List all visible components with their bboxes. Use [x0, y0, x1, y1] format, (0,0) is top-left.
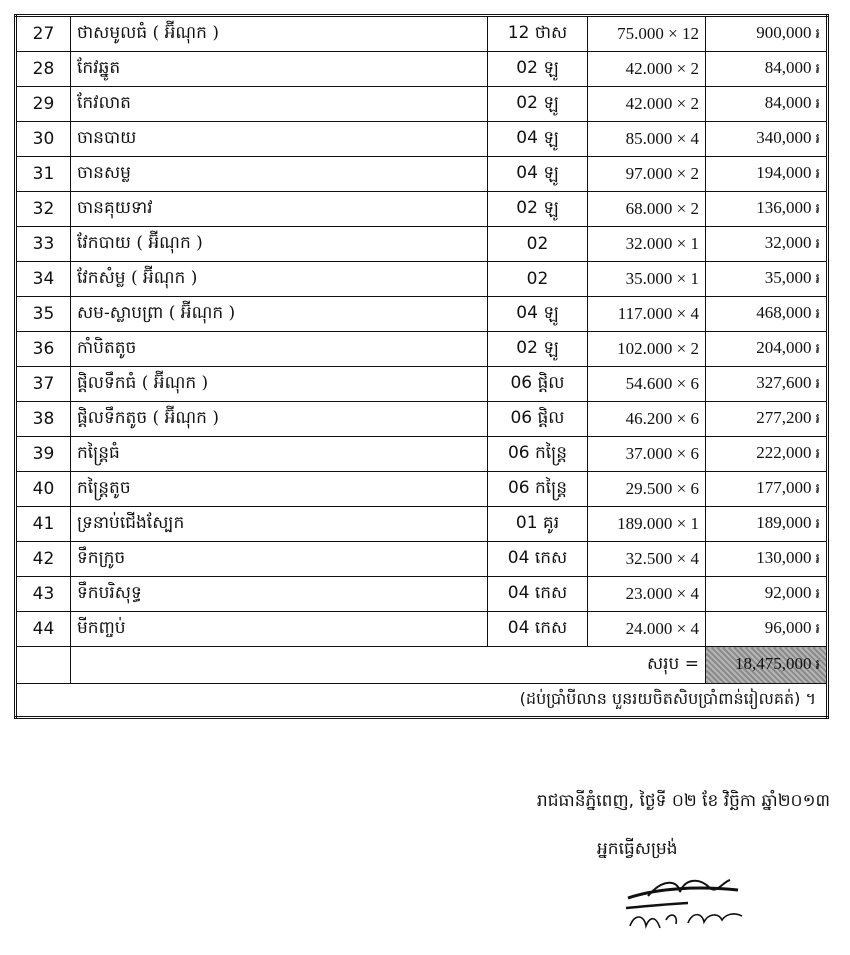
item-calculation: 68.000 × 2: [588, 192, 706, 227]
item-description: ចានបាយ: [71, 122, 488, 157]
item-amount-cell: [706, 87, 828, 122]
item-description: ទឹកបរិសុទ្ធ: [71, 577, 488, 612]
items-table: [14, 14, 829, 719]
table-row: [16, 157, 828, 192]
item-quantity: 02: [488, 227, 588, 262]
row-number: 32: [16, 192, 71, 227]
currency-symbol: ៛: [815, 412, 820, 427]
item-amount-cell: [706, 507, 828, 542]
total-label: សរុប =: [71, 647, 706, 684]
item-description: វែកបាយ ( អ៊ីណុក ): [71, 227, 488, 262]
table-row: [16, 332, 828, 367]
item-amount-cell: [706, 122, 828, 157]
table-row: [16, 297, 828, 332]
currency-symbol: ៛: [815, 202, 820, 217]
row-number: 43: [16, 577, 71, 612]
row-number: 36: [16, 332, 71, 367]
item-description: កាំបិតតូច: [71, 332, 488, 367]
item-description: កែវលាត: [71, 87, 488, 122]
item-description: ចានគុយទាវ: [71, 192, 488, 227]
item-amount-cell: [706, 16, 828, 52]
item-amount-cell: [706, 612, 828, 647]
item-description: កន្ត្រៃតូច: [71, 472, 488, 507]
place-and-date: រាជធានីភ្នំពេញ, ថ្ងៃទី ០២ ខែ វិច្ឆិកា ឆ្នាំ២០១៣: [536, 791, 830, 811]
item-amount-cell: [706, 437, 828, 472]
table-row: [16, 87, 828, 122]
item-calculation: 189.000 × 1: [588, 507, 706, 542]
item-calculation: 42.000 × 2: [588, 52, 706, 87]
total-row: [16, 647, 828, 684]
currency-symbol: ៛: [815, 272, 820, 287]
table-row: [16, 437, 828, 472]
item-amount: 96,000: [764, 618, 812, 637]
row-number: 33: [16, 227, 71, 262]
item-quantity: 02 ឡូ: [488, 87, 588, 122]
item-calculation: 37.000 × 6: [588, 437, 706, 472]
currency-symbol: ៛: [815, 587, 820, 602]
item-calculation: 23.000 × 4: [588, 577, 706, 612]
currency-symbol: ៛: [815, 62, 820, 77]
item-quantity: 06 កន្ត្រៃ: [488, 437, 588, 472]
item-quantity: 04 កេស: [488, 612, 588, 647]
preparer-label: អ្នកធ្វើសម្រង់: [597, 839, 678, 859]
item-calculation: 117.000 × 4: [588, 297, 706, 332]
item-calculation: 32.500 × 4: [588, 542, 706, 577]
currency-symbol: ៛: [815, 132, 820, 147]
total-value: [706, 647, 828, 684]
currency-symbol: ៛: [815, 377, 820, 392]
table-row: [16, 612, 828, 647]
currency-symbol: ៛: [815, 27, 820, 42]
currency-symbol: ៛: [815, 517, 820, 532]
item-amount-cell: [706, 262, 828, 297]
item-calculation: 24.000 × 4: [588, 612, 706, 647]
item-amount-cell: [706, 192, 828, 227]
total-amount: 18,475,000: [735, 654, 812, 673]
currency-symbol: ៛: [815, 167, 820, 182]
item-description: ថាសមូលធំ ( អ៊ីណុក ): [71, 16, 488, 52]
handwritten-signature: [618, 868, 768, 938]
item-amount-cell: [706, 472, 828, 507]
table-row: [16, 577, 828, 612]
table-row: [16, 402, 828, 437]
item-description: ផ្តិលទឹកធំ ( អ៊ីណុក ): [71, 367, 488, 402]
row-number: 30: [16, 122, 71, 157]
item-calculation: 32.000 × 1: [588, 227, 706, 262]
item-calculation: 35.000 × 1: [588, 262, 706, 297]
item-amount: 277,200: [756, 408, 812, 427]
item-quantity: 02: [488, 262, 588, 297]
row-number: 39: [16, 437, 71, 472]
table-row: [16, 192, 828, 227]
item-quantity: 06 កន្ត្រៃ: [488, 472, 588, 507]
item-amount: 136,000: [756, 198, 812, 217]
item-amount: 84,000: [764, 93, 812, 112]
table-row: [16, 227, 828, 262]
item-quantity: 04 ឡូ: [488, 122, 588, 157]
item-amount-cell: [706, 577, 828, 612]
item-quantity: 02 ឡូ: [488, 332, 588, 367]
currency-symbol: ៛: [815, 342, 820, 357]
item-amount: 35,000: [764, 268, 812, 287]
item-description: សម-ស្លាបព្រា ( អ៊ីណុក ): [71, 297, 488, 332]
row-number: 34: [16, 262, 71, 297]
row-number: 28: [16, 52, 71, 87]
item-quantity: 04 កេស: [488, 577, 588, 612]
item-amount: 32,000: [764, 233, 812, 252]
currency-symbol: ៛: [815, 307, 820, 322]
item-amount: 177,000: [756, 478, 812, 497]
item-calculation: 85.000 × 4: [588, 122, 706, 157]
item-calculation: 46.200 × 6: [588, 402, 706, 437]
total-row-blank: [16, 647, 71, 684]
item-quantity: 04 ឡូ: [488, 297, 588, 332]
currency-symbol: ៛: [815, 552, 820, 567]
item-description: មីកញ្ចប់: [71, 612, 488, 647]
item-amount: 340,000: [756, 128, 812, 147]
item-amount: 222,000: [756, 443, 812, 462]
items-table-body: [16, 16, 828, 647]
row-number: 42: [16, 542, 71, 577]
table-row: [16, 367, 828, 402]
item-amount: 468,000: [756, 303, 812, 322]
item-quantity: 02 ឡូ: [488, 52, 588, 87]
item-amount-cell: [706, 332, 828, 367]
item-calculation: 102.000 × 2: [588, 332, 706, 367]
item-amount-cell: [706, 367, 828, 402]
item-description: ទឹកក្រូច: [71, 542, 488, 577]
amount-in-words: (ដប់ប្រាំបីលាន បួនរយចិតសិបប្រាំពាន់រៀលគត់) ។: [16, 684, 828, 718]
item-amount: 92,000: [764, 583, 812, 602]
item-description: ចានសម្ល: [71, 157, 488, 192]
item-amount: 194,000: [756, 163, 812, 182]
currency-symbol: ៛: [815, 237, 820, 252]
currency-symbol: ៛: [815, 447, 820, 462]
row-number: 37: [16, 367, 71, 402]
item-description: កែវឆ្នូត: [71, 52, 488, 87]
total-currency-symbol: ៛: [815, 658, 820, 673]
item-amount: 204,000: [756, 338, 812, 357]
item-quantity: 12 ថាស: [488, 16, 588, 52]
item-amount-cell: [706, 542, 828, 577]
currency-symbol: ៛: [815, 622, 820, 637]
item-quantity: 02 ឡូ: [488, 192, 588, 227]
item-calculation: 29.500 × 6: [588, 472, 706, 507]
item-calculation: 42.000 × 2: [588, 87, 706, 122]
item-amount: 84,000: [764, 58, 812, 77]
item-description: ផ្តិលទឹកតូច ( អ៊ីណុក ): [71, 402, 488, 437]
row-number: 41: [16, 507, 71, 542]
item-amount: 130,000: [756, 548, 812, 567]
currency-symbol: ៛: [815, 97, 820, 112]
row-number: 38: [16, 402, 71, 437]
item-description: ទ្រនាប់ជើងស្បែក: [71, 507, 488, 542]
table-row: [16, 542, 828, 577]
table-row: [16, 262, 828, 297]
row-number: 44: [16, 612, 71, 647]
item-quantity: 04 ឡូ: [488, 157, 588, 192]
item-amount: 189,000: [756, 513, 812, 532]
item-description: កន្ត្រៃធំ: [71, 437, 488, 472]
item-amount-cell: [706, 402, 828, 437]
table-row: [16, 16, 828, 52]
expense-sheet: [14, 14, 826, 719]
item-calculation: 75.000 × 12: [588, 16, 706, 52]
row-number: 27: [16, 16, 71, 52]
currency-symbol: ៛: [815, 482, 820, 497]
item-amount: 327,600: [756, 373, 812, 392]
item-quantity: 04 កេស: [488, 542, 588, 577]
item-amount-cell: [706, 157, 828, 192]
item-amount-cell: [706, 297, 828, 332]
item-quantity: 01 គូរ: [488, 507, 588, 542]
table-row: [16, 122, 828, 157]
item-quantity: 06 ផ្តិល: [488, 402, 588, 437]
row-number: 29: [16, 87, 71, 122]
row-number: 40: [16, 472, 71, 507]
item-calculation: 54.600 × 6: [588, 367, 706, 402]
table-row: [16, 472, 828, 507]
item-description: វែកសំម្ល ( អ៊ីណុក ): [71, 262, 488, 297]
table-row: [16, 52, 828, 87]
row-number: 35: [16, 297, 71, 332]
item-amount-cell: [706, 52, 828, 87]
row-number: 31: [16, 157, 71, 192]
amount-in-words-row: [16, 684, 828, 718]
item-amount: 900,000: [756, 23, 812, 42]
table-row: [16, 507, 828, 542]
item-calculation: 97.000 × 2: [588, 157, 706, 192]
item-amount-cell: [706, 227, 828, 262]
item-quantity: 06 ផ្តិល: [488, 367, 588, 402]
